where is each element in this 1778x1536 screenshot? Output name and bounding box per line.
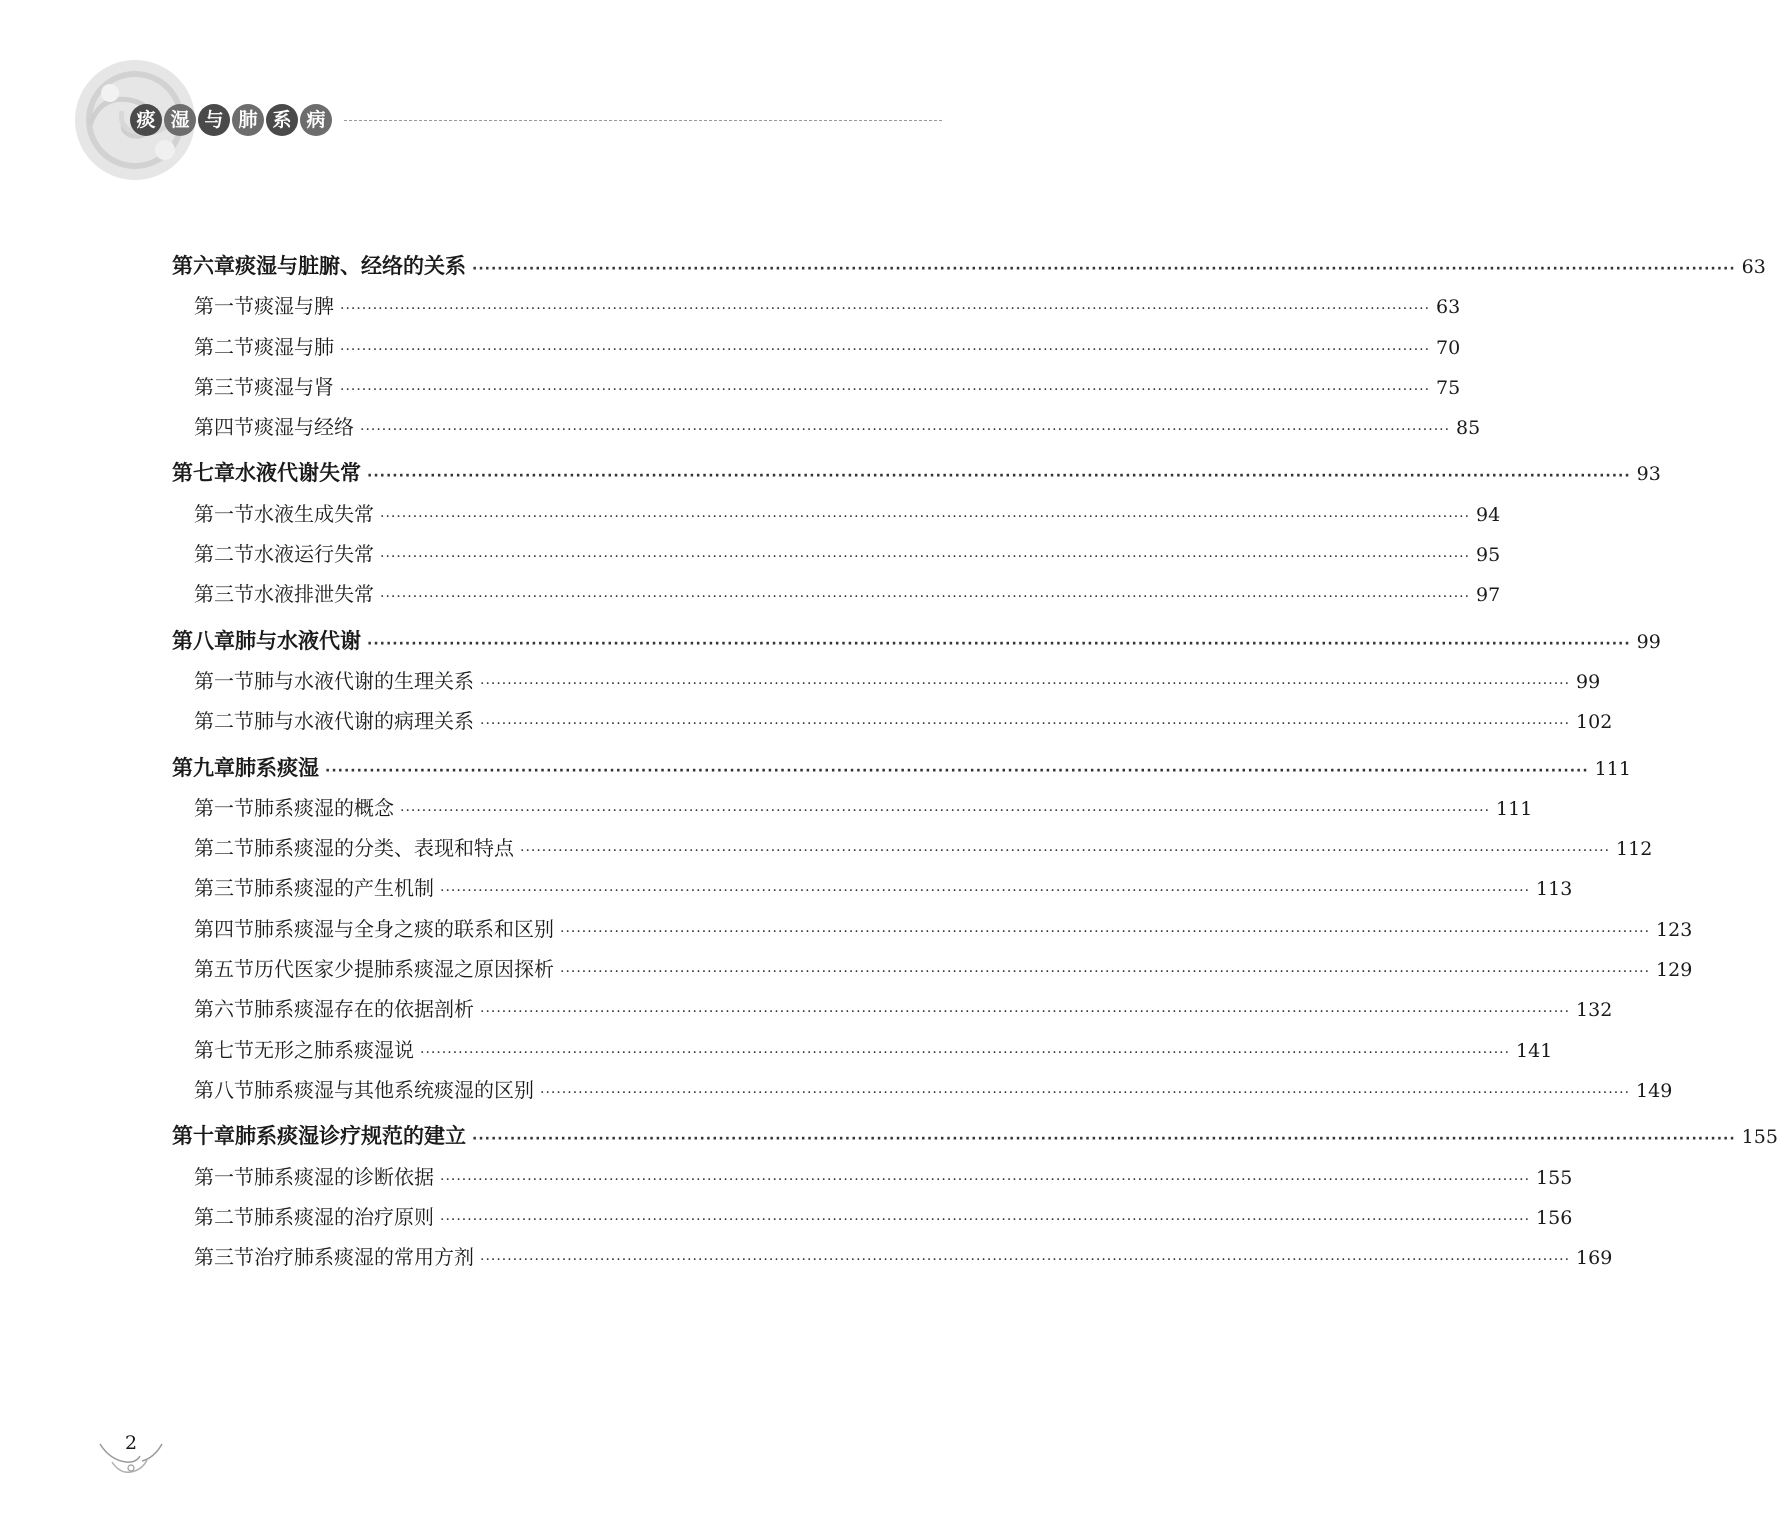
leader-dots: ········································································································································································································ [325,762,1589,779]
leader-dots: ········································································································································································································ [367,635,1631,652]
page-header [0,0,1087,190]
toc-section-row[interactable] [172,498,1501,538]
chapter-number: 第十章 [172,1124,235,1149]
section-title: 肺系痰湿的治疗原则 [254,1204,434,1229]
chapter-title: 肺系痰湿 [235,755,319,780]
chapter-number: 第九章 [172,755,235,780]
chapter-title: 肺系痰湿诊疗规范的建立 [235,1124,466,1149]
page-ref: 63 [1436,296,1461,319]
section-number: 第五节 [194,957,254,982]
section-title: 肺与水液代谢的生理关系 [254,668,474,693]
toc-section-row[interactable] [172,1161,1573,1201]
page-ref: 129 [1656,959,1693,982]
page-ref: 123 [1656,918,1693,941]
section-number: 第六节 [194,997,254,1022]
toc-section-row[interactable] [172,705,1613,745]
toc-section-row[interactable] [172,913,1693,953]
section-number: 第二节 [194,1204,254,1229]
chapter-number: 第六章 [172,254,235,278]
leader-dots: ········································································································································································································ [440,1211,1531,1228]
section-title: 肺系痰湿与全身之痰的联系和区别 [254,916,554,941]
page-ref: 99 [1636,630,1661,653]
page-ref: 94 [1476,503,1501,526]
toc-chapter-row[interactable] [172,625,1661,665]
page-ref: 93 [1636,463,1661,486]
section-title: 历代医家少提肺系痰湿之原因探析 [254,957,554,982]
page-ref: 149 [1636,1079,1673,1102]
leader-dots: ········································································································································································································ [340,341,1431,358]
leader-dots: ········································································································································································································ [560,964,1651,981]
leader-dots: ········································································································································································································ [440,883,1531,900]
toc-section-row[interactable] [172,1034,1553,1074]
leader-dots: ········································································································································································································ [560,923,1651,940]
chapter-number: 第八章 [172,628,235,653]
section-title: 肺与水液代谢的病理关系 [254,709,474,734]
leader-dots: ········································································································································································································ [380,549,1471,566]
toc-section-row[interactable] [172,953,1693,993]
leader-dots: ········································································································································································································ [480,1252,1571,1269]
section-title: 水液生成失常 [254,501,374,526]
section-title: 肺系痰湿的产生机制 [254,876,434,901]
toc-section-row[interactable] [172,411,1481,451]
section-number: 第二节 [194,709,254,734]
section-title: 肺系痰湿与其他系统痰湿的区别 [254,1077,534,1102]
section-number: 第三节 [194,374,254,399]
page-ref: 113 [1536,878,1573,901]
table-of-contents [172,250,1778,1281]
section-number: 第四节 [194,415,254,440]
chapter-title: 痰湿与脏腑、经络的关系 [235,254,466,278]
section-number: 第一节 [194,294,254,319]
section-number: 第二节 [194,334,254,359]
title-char: 病 [300,104,332,136]
section-number: 第四节 [194,916,254,941]
toc-section-row[interactable] [172,872,1573,912]
toc-chapter-row[interactable] [172,250,1766,290]
page-ref: 111 [1594,757,1631,780]
section-title: 痰湿与肺 [254,334,334,359]
title-char: 痰 [130,104,162,136]
toc-chapter-row[interactable] [172,752,1631,792]
page-ref: 102 [1576,711,1613,734]
leader-dots: ········································································································································································································ [340,301,1431,318]
chapter-number: 第七章 [172,461,235,486]
leader-dots: ········································································································································································································ [400,802,1491,819]
page-ref: 155 [1741,1126,1778,1149]
leader-dots: ········································································································································································································ [420,1044,1511,1061]
section-number: 第一节 [194,501,254,526]
section-title: 肺系痰湿的概念 [254,795,394,820]
toc-section-row[interactable] [172,1074,1673,1114]
leader-dots: ········································································································································································································ [480,675,1571,692]
section-title: 水液运行失常 [254,542,374,567]
page-number: 2 [124,1432,138,1454]
leader-dots: ········································································································································································································ [480,716,1571,733]
page-ref: 97 [1476,584,1501,607]
section-number: 第三节 [194,876,254,901]
leader-dots: ········································································································································································································ [520,843,1611,860]
section-number: 第二节 [194,542,254,567]
leader-dots: ········································································································································································································ [380,589,1471,606]
toc-section-row[interactable] [172,371,1461,411]
section-number: 第三节 [194,1245,254,1270]
leader-dots: ········································································································································································································ [440,1171,1531,1188]
toc-chapter-row[interactable] [172,457,1661,497]
section-title: 痰湿与脾 [254,294,334,319]
page-ref: 156 [1536,1206,1573,1229]
chapter-title: 肺与水液代谢 [235,628,361,653]
title-char: 系 [266,104,298,136]
section-number: 第一节 [194,1164,254,1189]
toc-section-row[interactable] [172,832,1653,872]
leader-dots: ········································································································································································································ [472,261,1736,277]
page-ref: 95 [1476,544,1501,567]
toc-section-row[interactable] [172,538,1501,578]
page-footer [96,1432,166,1482]
toc-section-row[interactable] [172,665,1601,705]
title-char: 与 [198,104,230,136]
page-ref: 99 [1576,670,1601,693]
page-ref: 155 [1536,1166,1573,1189]
toc-section-row[interactable] [172,290,1461,330]
section-number: 第八节 [194,1077,254,1102]
leader-dots: ········································································································································································································ [472,1131,1736,1148]
page-ref: 63 [1741,256,1766,278]
section-title: 肺系痰湿的分类、表现和特点 [254,836,514,861]
section-title: 痰湿与肾 [254,374,334,399]
toc-section-row[interactable] [172,1241,1613,1281]
page-ref: 141 [1516,1039,1553,1062]
leader-dots: ········································································································································································································ [340,381,1431,398]
section-title: 痰湿与经络 [254,415,354,440]
toc-chapter-row[interactable] [172,1120,1778,1160]
page-ref: 70 [1436,336,1461,359]
chapter-title: 水液代谢失常 [235,461,361,486]
leader-dots: ········································································································································································································ [360,422,1451,439]
section-title: 肺系痰湿的诊断依据 [254,1164,434,1189]
title-char: 湿 [164,104,196,136]
section-title: 无形之肺系痰湿说 [254,1037,414,1062]
page-ref: 75 [1436,376,1461,399]
toc-section-row[interactable] [172,331,1461,371]
toc-section-row[interactable] [172,792,1533,832]
leader-dots: ········································································································································································································ [540,1084,1631,1101]
book-title [130,104,332,136]
section-number: 第三节 [194,582,254,607]
page-ref: 132 [1576,999,1613,1022]
page-ref: 85 [1456,417,1481,440]
toc-section-row[interactable] [172,1201,1573,1241]
section-title: 肺系痰湿存在的依据剖析 [254,997,474,1022]
leader-dots: ········································································································································································································ [480,1004,1571,1021]
header-dashed-rule [344,120,942,121]
page-ref: 169 [1576,1247,1613,1270]
section-title: 治疗肺系痰湿的常用方剂 [254,1245,474,1270]
page-ref: 112 [1616,838,1653,861]
leader-dots: ········································································································································································································ [367,468,1631,485]
section-title: 水液排泄失常 [254,582,374,607]
section-number: 第一节 [194,795,254,820]
leader-dots: ········································································································································································································ [380,508,1471,525]
toc-section-row[interactable] [172,993,1613,1033]
page-ref: 111 [1496,797,1533,820]
section-number: 第一节 [194,668,254,693]
toc-section-row[interactable] [172,578,1501,618]
title-char: 肺 [232,104,264,136]
section-number: 第二节 [194,836,254,861]
section-number: 第七节 [194,1037,254,1062]
